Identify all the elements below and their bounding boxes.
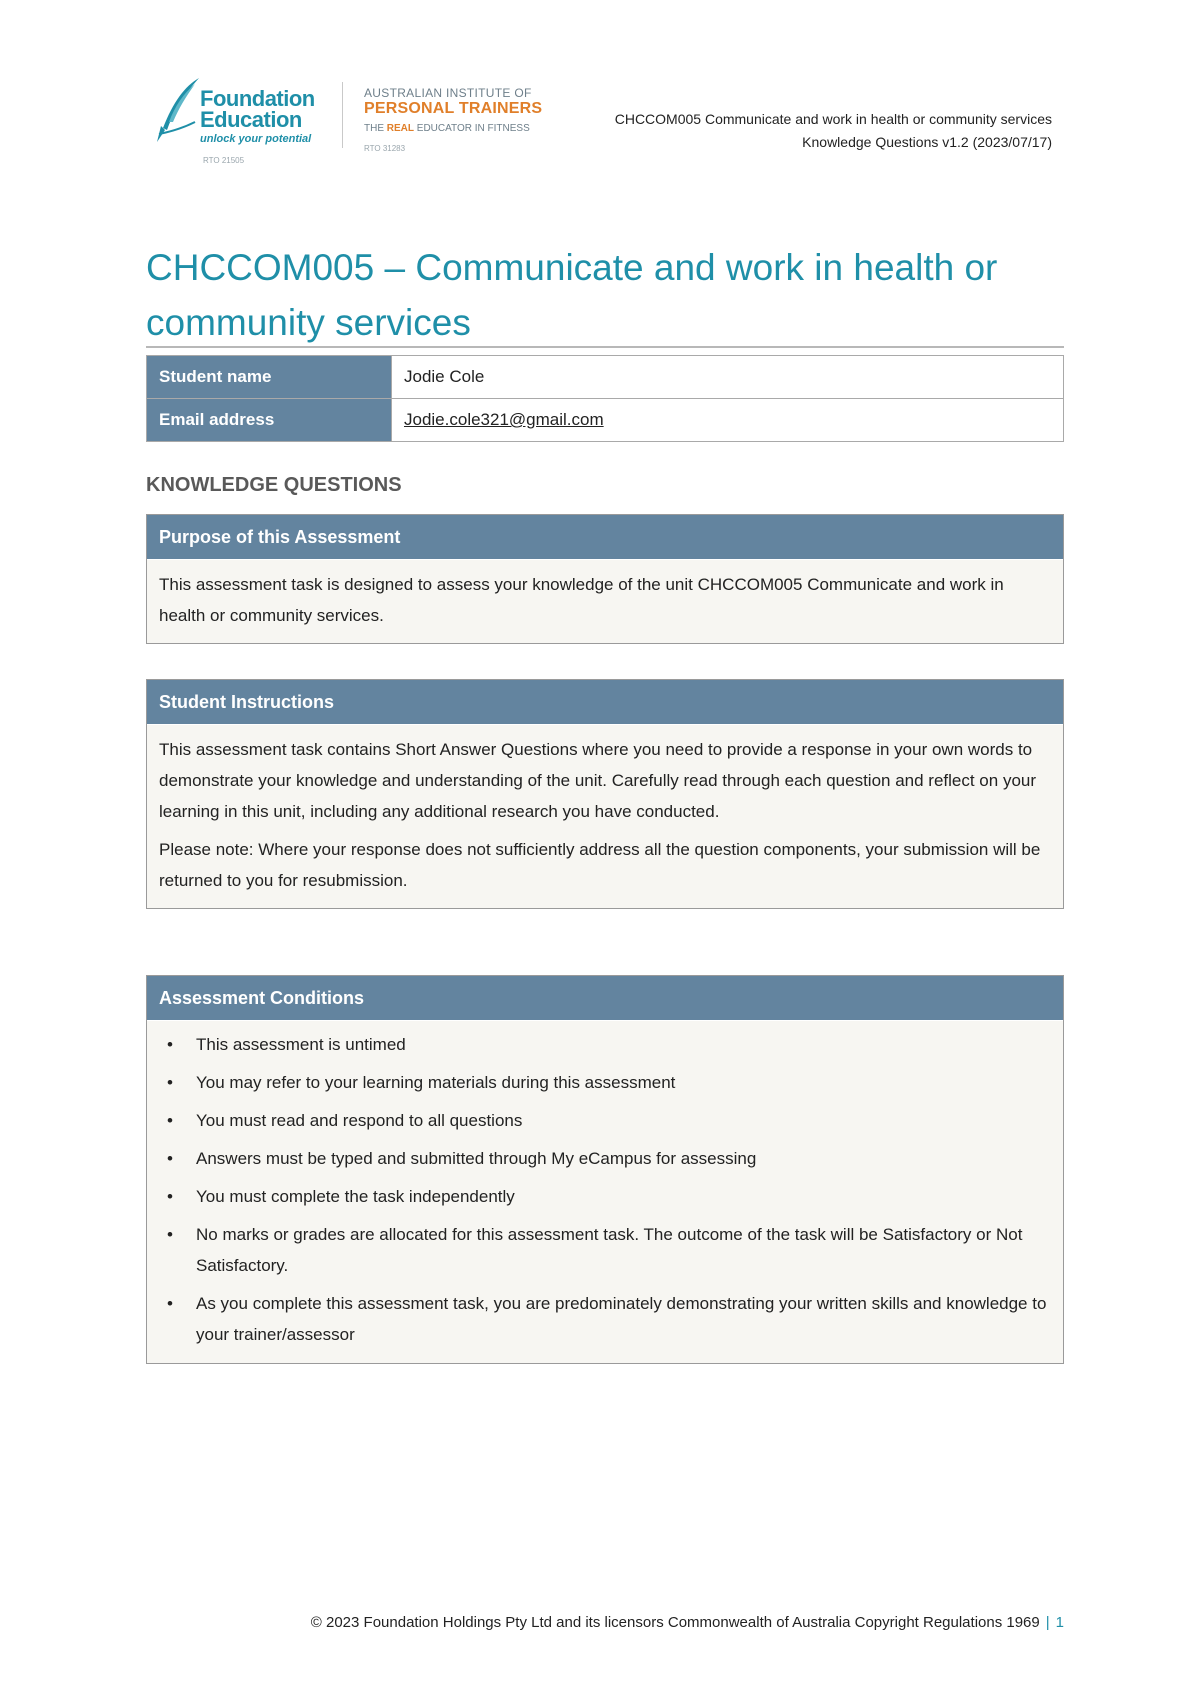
list-item: • As you complete this assessment task, you are predominately demonstrating your written skills and knowledge to your trainer/assessor (159, 1288, 1051, 1350)
instructions-paragraph-1: This assessment task contains Short Answer Questions where you need to provide a response in your own words to demonstrate your knowledge and understanding of the unit. Carefully read through each question and reflect on your learning in this unit, including any additional research you have conducted. (159, 740, 1037, 821)
instructions-body (147, 725, 1063, 908)
logo-education-text: Education (200, 107, 302, 132)
aipt-rto-number: RTO 31283 (364, 144, 406, 153)
list-item: • You must read and respond to all questions (159, 1105, 1051, 1136)
purpose-heading: Purpose of this Assessment (147, 515, 1063, 560)
instructions-paragraph-2: Please note: Where your response does not sufficiently address all the question components, your submission will be returned to you for resubmission. (159, 840, 1041, 890)
instructions-heading: Student Instructions (147, 680, 1063, 725)
email-address-label: Email address (147, 399, 392, 442)
table-row (147, 356, 1064, 399)
section-heading: KNOWLEDGE QUESTIONS (146, 474, 402, 496)
quill-icon (155, 76, 205, 146)
purpose-box (146, 514, 1064, 644)
footer-separator: | (1045, 1614, 1050, 1631)
aipt-line-3-post: EDUCATOR IN FITNESS (414, 123, 530, 134)
conditions-body (147, 1021, 1063, 1363)
footer-copyright: © 2023 Foundation Holdings Pty Ltd and its licensors Commonwealth of Australia Copyright Regulations 1969 (310, 1614, 1040, 1631)
list-item: • This assessment is untimed (159, 1029, 1051, 1060)
title-rule (146, 346, 1064, 348)
student-name-label: Student name (147, 356, 392, 399)
email-address-cell (392, 399, 1064, 442)
purpose-text: This assessment task is designed to assess your knowledge of the unit CHCCOM005 Communicate and work in health or community services. (159, 575, 1004, 625)
page-footer (311, 1614, 1064, 1631)
page-number: 1 (1055, 1614, 1064, 1631)
header-meta (615, 108, 1052, 154)
foundation-education-logo (155, 76, 325, 166)
student-info-table (146, 355, 1064, 442)
list-item: • You must complete the task independently (159, 1181, 1051, 1212)
aipt-line-3 (364, 118, 564, 140)
aipt-line-1: AUSTRALIAN INSTITUTE OF (364, 86, 532, 100)
page-title: CHCCOM005 – Communicate and work in health or community services (146, 247, 998, 343)
list-item: • You may refer to your learning materials during this assessment (159, 1067, 1051, 1098)
aipt-line-3-real: REAL (386, 123, 415, 134)
email-link[interactable]: Jodie.cole321@gmail.com (404, 410, 604, 429)
logo-foundation-text: Foundation (200, 86, 315, 111)
conditions-heading: Assessment Conditions (147, 976, 1063, 1021)
logo-divider (342, 82, 343, 148)
aipt-line-2: PERSONAL TRAINERS (364, 100, 543, 117)
table-row (147, 399, 1064, 442)
instructions-box (146, 679, 1064, 909)
conditions-list (159, 1029, 1051, 1350)
list-item: • Answers must be typed and submitted through My eCampus for assessing (159, 1143, 1051, 1174)
list-item: • No marks or grades are allocated for this assessment task. The outcome of the task will be Satisfactory or Not Satisfactory. (159, 1219, 1051, 1281)
logo-tagline: unlock your potential (200, 133, 312, 145)
logo-rto-number: RTO 21505 (203, 156, 245, 165)
header-doc-version: Knowledge Questions v1.2 (2023/07/17) (802, 134, 1052, 150)
aipt-line-3-pre: THE (364, 123, 387, 134)
student-name-value: Jodie Cole (392, 356, 1064, 399)
conditions-box (146, 975, 1064, 1364)
aipt-logo (364, 86, 564, 166)
purpose-body (147, 560, 1063, 643)
header-unit-title: CHCCOM005 Communicate and work in health or community services (614, 111, 1052, 127)
